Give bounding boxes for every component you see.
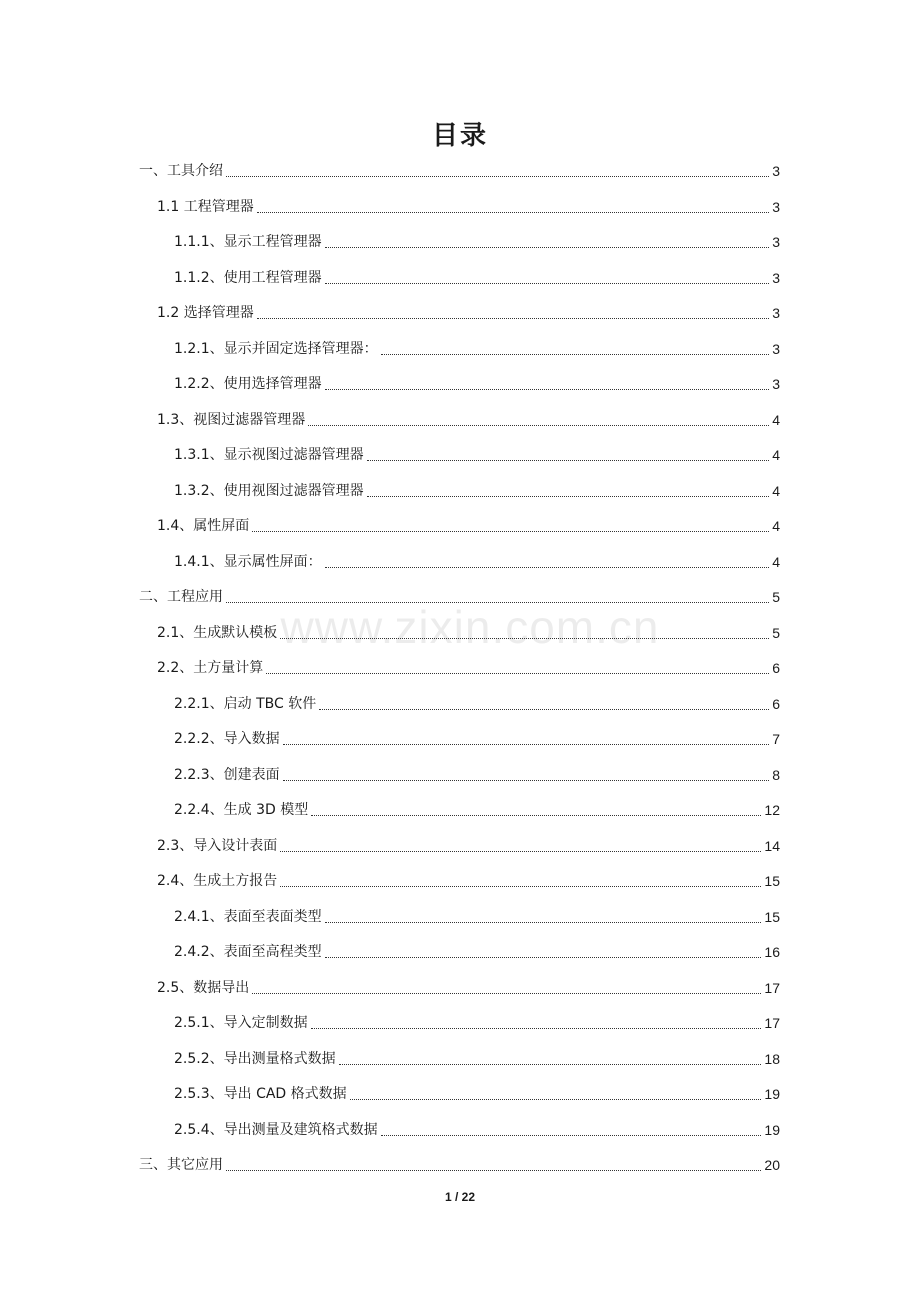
toc-leader-dots — [325, 907, 762, 927]
toc-entry[interactable] — [174, 903, 780, 927]
toc-leader-dots — [350, 1084, 762, 1104]
toc-entry[interactable] — [174, 725, 780, 749]
toc-leader-dots — [325, 268, 770, 288]
page-title: 目录 — [431, 121, 488, 151]
toc-entry-label: 二、工程应用 — [139, 589, 223, 605]
toc-leader-dots — [266, 658, 769, 678]
toc-entry-page-number: 3 — [772, 376, 780, 392]
toc-entry[interactable] — [174, 1116, 780, 1140]
toc-entry[interactable] — [157, 832, 780, 856]
toc-leader-dots — [339, 1049, 762, 1069]
toc-entry[interactable] — [174, 761, 780, 785]
toc-entry[interactable] — [157, 619, 780, 643]
toc-leader-dots — [252, 978, 761, 998]
toc-leader-dots — [381, 339, 770, 359]
toc-entry[interactable] — [157, 974, 780, 998]
toc-entry-page-number: 19 — [764, 1121, 780, 1138]
toc-entry-page-number: 4 — [772, 482, 780, 499]
toc-entry-label: 2.5.1、导入定制数据 — [174, 1015, 308, 1031]
toc-entry-page-number: 5 — [772, 624, 780, 641]
toc-entry[interactable] — [174, 335, 780, 359]
toc-leader-dots — [226, 161, 769, 181]
toc-entry[interactable] — [174, 370, 780, 394]
toc-entry[interactable] — [174, 1009, 780, 1033]
toc-entry-label: 三、其它应用 — [139, 1157, 223, 1173]
toc-entry-page-number: 4 — [772, 518, 780, 534]
toc-entry[interactable] — [157, 654, 780, 678]
toc-entry-page-number: 3 — [772, 198, 780, 215]
toc-entry[interactable] — [157, 406, 780, 430]
toc-entry-label: 2.2.1、启动 TBC 软件 — [174, 695, 317, 712]
toc-entry-label: 2.1、生成默认模板 — [157, 624, 278, 641]
toc-leader-dots — [311, 800, 761, 820]
toc-entry-label: 2.4.1、表面至表面类型 — [174, 908, 322, 925]
toc-entry-label: 1.2.1、显示并固定选择管理器： — [174, 340, 378, 357]
toc-leader-dots — [325, 232, 770, 252]
toc-entry-label: 1.1.2、使用工程管理器 — [174, 269, 322, 286]
toc-entry-page-number: 20 — [764, 1157, 780, 1173]
toc-entry[interactable] — [174, 938, 780, 962]
toc-entry[interactable] — [139, 583, 780, 607]
toc-entry-page-number: 14 — [764, 837, 780, 854]
toc-leader-dots — [325, 374, 770, 394]
toc-entry-page-number: 17 — [764, 979, 780, 996]
toc-entry[interactable] — [174, 228, 780, 252]
toc-entry-label: 1.3、视图过滤器管理器 — [157, 411, 306, 428]
toc-entry-label: 2.2.4、生成 3D 模型 — [174, 802, 309, 818]
toc-leader-dots — [226, 1155, 761, 1175]
toc-leader-dots — [319, 694, 769, 714]
toc-entry[interactable] — [174, 548, 780, 572]
toc-leader-dots — [311, 1013, 762, 1033]
toc-entry[interactable] — [174, 477, 780, 501]
toc-entry-label: 1.1 工程管理器 — [157, 198, 254, 215]
toc-entry-page-number: 17 — [764, 1015, 780, 1031]
toc-entry-label: 1.2.2、使用选择管理器 — [174, 376, 322, 392]
toc-entry-label: 1.3.1、显示视图过滤器管理器 — [174, 447, 364, 463]
toc-entry-page-number: 15 — [764, 873, 780, 889]
toc-entry[interactable] — [174, 264, 780, 288]
toc-entry-label: 2.2.2、导入数据 — [174, 731, 280, 747]
toc-leader-dots — [252, 516, 769, 536]
toc-entry-page-number: 4 — [772, 411, 780, 428]
toc-entry-page-number: 4 — [772, 447, 780, 463]
toc-entry[interactable] — [139, 1151, 780, 1175]
toc-entry-label: 2.4.2、表面至高程类型 — [174, 944, 322, 960]
toc-leader-dots — [283, 729, 770, 749]
toc-entry-label: 1.4、属性屏面 — [157, 518, 250, 534]
toc-leader-dots — [257, 303, 769, 323]
toc-entry-page-number: 8 — [772, 766, 780, 783]
page-number-footer: 1 / 22 — [444, 1190, 476, 1204]
toc-entry-label: 2.5、数据导出 — [157, 979, 250, 996]
toc-entry-label: 2.4、生成土方报告 — [157, 873, 278, 889]
toc-leader-dots — [283, 765, 770, 785]
toc-entry-label: 2.5.2、导出测量格式数据 — [174, 1050, 336, 1067]
toc-entry[interactable] — [157, 512, 780, 536]
toc-entry-page-number: 3 — [772, 163, 780, 179]
toc-entry[interactable] — [174, 690, 780, 714]
toc-entry-label: 1.1.1、显示工程管理器 — [174, 234, 322, 250]
toc-entry-page-number: 3 — [772, 234, 780, 250]
toc-entry-page-number: 7 — [772, 731, 780, 747]
toc-entry[interactable] — [174, 1045, 780, 1069]
toc-entry-page-number: 12 — [764, 802, 780, 818]
toc-leader-dots — [325, 552, 770, 572]
toc-leader-dots — [381, 1120, 762, 1140]
toc-entry-page-number: 19 — [764, 1086, 780, 1102]
toc-entry-label: 2.5.3、导出 CAD 格式数据 — [174, 1086, 347, 1102]
toc-entry-page-number: 18 — [764, 1050, 780, 1067]
toc-entry-label: 2.2.3、创建表面 — [174, 766, 280, 783]
toc-entry-label: 2.5.4、导出测量及建筑格式数据 — [174, 1121, 378, 1138]
toc-entry-page-number: 5 — [772, 589, 780, 605]
toc-leader-dots — [367, 481, 770, 501]
toc-leader-dots — [308, 410, 769, 430]
toc-entry-label: 1.2 选择管理器 — [157, 305, 254, 321]
toc-leader-dots — [280, 836, 761, 856]
toc-entry-page-number: 16 — [764, 944, 780, 960]
toc-entry-page-number: 6 — [772, 660, 780, 676]
toc-entry-page-number: 3 — [772, 340, 780, 357]
toc-entry-page-number: 3 — [772, 305, 780, 321]
toc-leader-dots — [280, 623, 769, 643]
toc-entry-page-number: 4 — [772, 553, 780, 570]
toc-entry-label: 1.3.2、使用视图过滤器管理器 — [174, 482, 364, 499]
toc-entry[interactable] — [139, 157, 780, 181]
toc-entry-label: 2.2、土方量计算 — [157, 660, 264, 676]
toc-leader-dots — [226, 587, 769, 607]
toc-entry[interactable] — [174, 796, 780, 820]
toc-entry[interactable] — [174, 441, 780, 465]
toc-entry-label: 2.3、导入设计表面 — [157, 837, 278, 854]
toc-entry-page-number: 15 — [764, 908, 780, 925]
toc-entry-page-number: 6 — [772, 695, 780, 712]
toc-leader-dots — [280, 871, 761, 891]
toc-entry[interactable] — [174, 1080, 780, 1104]
watermark: www.zixin.com.cn — [280, 601, 660, 653]
toc-leader-dots — [325, 942, 762, 962]
toc-leader-dots — [367, 445, 770, 465]
toc-entry[interactable] — [157, 193, 780, 217]
toc-entry[interactable] — [157, 299, 780, 323]
toc-entry-label: 一、工具介绍 — [139, 163, 223, 179]
toc-leader-dots — [257, 197, 769, 217]
toc-entry-page-number: 3 — [772, 269, 780, 286]
toc-entry-label: 1.4.1、显示属性屏面： — [174, 553, 322, 570]
toc-entry[interactable] — [157, 867, 780, 891]
